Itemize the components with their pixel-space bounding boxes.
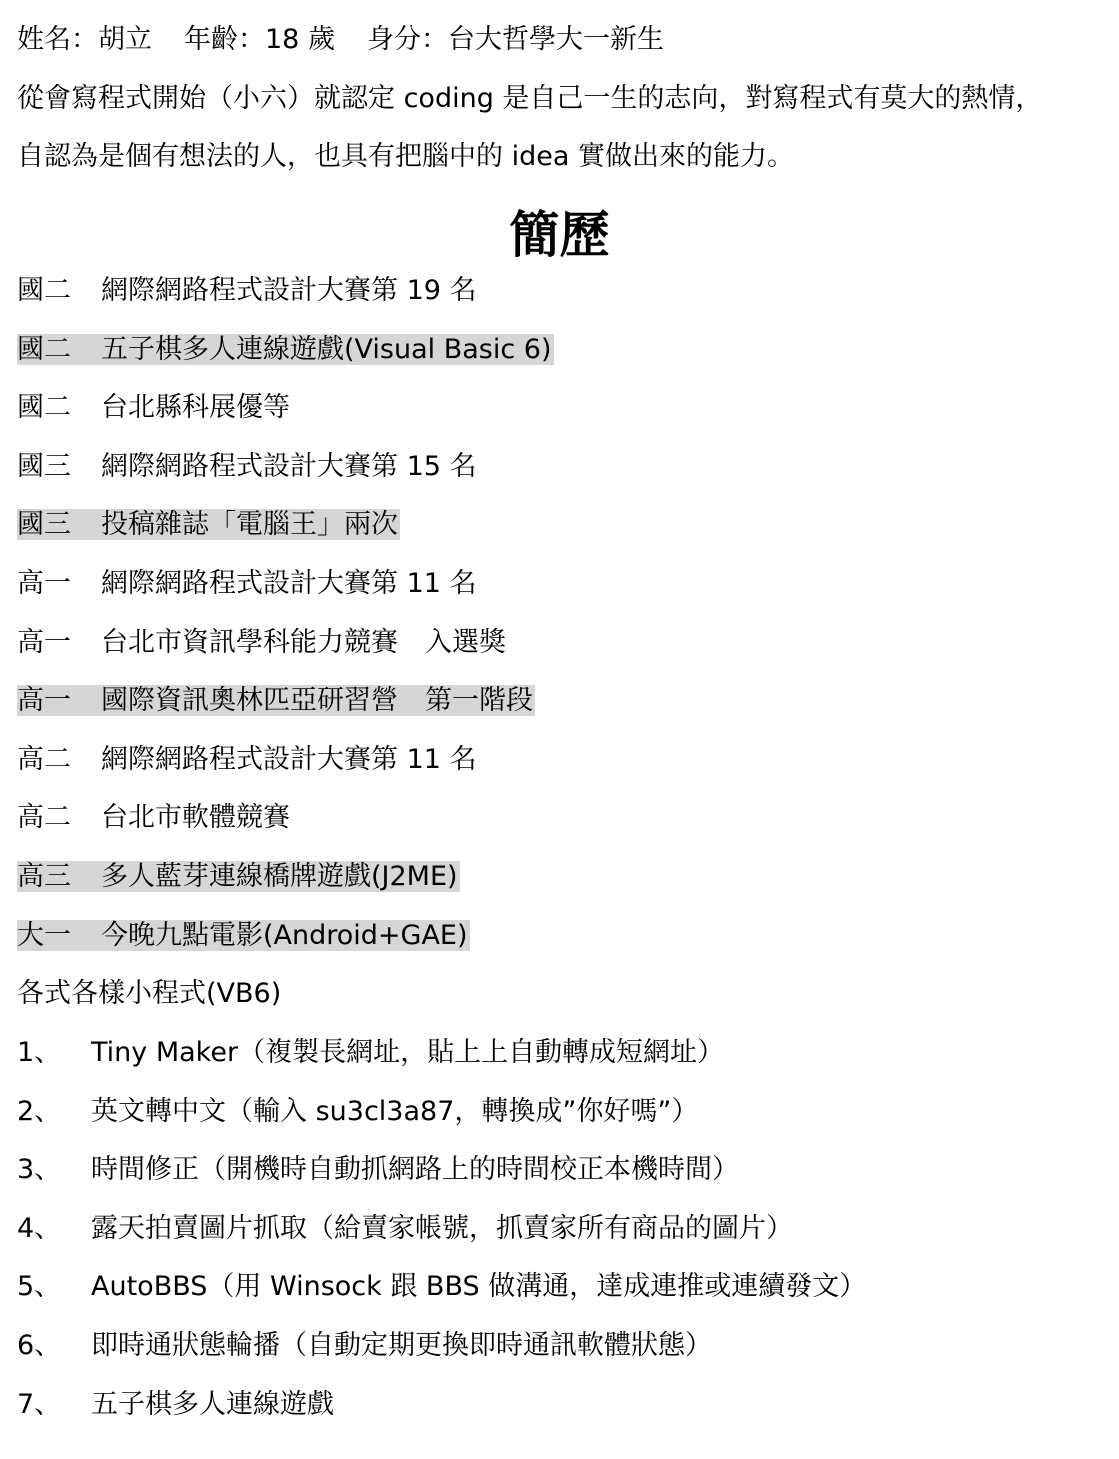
resume-item-text: 投稿雜誌「電腦王」兩次 — [101, 509, 398, 540]
programs-heading: 各式各樣小程式(VB6) — [17, 978, 282, 1009]
program-item-text: AutoBBS（用 Winsock 跟 BBS 做溝通，達成連推或連續發文） — [91, 1271, 867, 1302]
resume-item-text: 網際網路程式設計大賽第 15 名 — [101, 451, 477, 482]
resume-title: 簡歷 — [509, 206, 610, 264]
program-item-number: 6、 — [17, 1330, 62, 1361]
resume-item-content — [17, 275, 477, 306]
program-item-text: 五子棋多人連線遊戲 — [91, 1389, 334, 1420]
program-item-text: 時間修正（開機時自動抓網路上的時間校正本機時間） — [91, 1154, 739, 1185]
resume-item — [17, 271, 477, 311]
resume-item-highlighted — [17, 509, 400, 540]
resume-item-term: 國三 — [17, 451, 71, 482]
resume-item-text: 今晚九點電影(Android+GAE) — [101, 920, 468, 951]
resume-item — [17, 447, 477, 487]
resume-item — [17, 623, 506, 663]
resume-item-text: 五子棋多人連線遊戲(Visual Basic 6) — [101, 334, 552, 365]
profile-identity: 身分：台大哲學大一新生 — [366, 24, 664, 55]
intro-line-2: 自認為是個有想法的人，也具有把腦中的 idea 實做出來的能力。 — [17, 141, 794, 172]
resume-item — [17, 857, 460, 897]
resume-item — [17, 330, 554, 370]
resume-item-term: 高一 — [17, 627, 71, 658]
resume-item-text: 網際網路程式設計大賽第 19 名 — [101, 275, 477, 306]
program-item-text: 即時通狀態輪播（自動定期更換即時通訊軟體狀態） — [91, 1330, 712, 1361]
program-item — [17, 1267, 866, 1307]
intro-line-1: 從會寫程式開始（小六）就認定 coding 是自己一生的志向，對寫程式有莫大的熱情， — [17, 83, 1043, 114]
program-item — [17, 1209, 793, 1249]
profile-age: 年齡：18 歲 — [184, 24, 335, 55]
program-item-number: 2、 — [17, 1096, 62, 1127]
resume-item-term: 大一 — [17, 920, 71, 951]
resume-item-text: 網際網路程式設計大賽第 11 名 — [101, 744, 477, 775]
program-item-number: 4、 — [17, 1213, 62, 1244]
resume-item-content — [17, 568, 477, 599]
resume-item-term: 高二 — [17, 744, 71, 775]
resume-item-text: 網際網路程式設計大賽第 11 名 — [101, 568, 477, 599]
resume-item-content — [17, 744, 477, 775]
resume-item-term: 高一 — [17, 568, 71, 599]
profile-name: 姓名：胡立 — [17, 24, 152, 55]
profile-line — [17, 20, 664, 60]
resume-item-content — [17, 451, 477, 482]
program-item — [17, 1092, 698, 1132]
resume-item-text: 台北市軟體競賽 — [101, 802, 290, 833]
resume-item — [17, 564, 477, 604]
resume-item-highlighted — [17, 685, 535, 716]
resume-item-text: 多人藍芽連線橋牌遊戲(J2ME) — [101, 861, 458, 892]
resume-item-term: 國二 — [17, 334, 71, 365]
resume-item-content — [17, 627, 506, 658]
resume-item-content — [17, 392, 290, 423]
resume-item-term: 國三 — [17, 509, 71, 540]
program-item — [17, 1150, 739, 1190]
program-item-number: 5、 — [17, 1271, 62, 1302]
program-item — [17, 1385, 334, 1425]
program-item — [17, 1033, 724, 1073]
program-item-number: 7、 — [17, 1389, 62, 1420]
program-item-number: 3、 — [17, 1154, 62, 1185]
resume-item-term: 高三 — [17, 861, 71, 892]
program-item-number: 1、 — [17, 1037, 62, 1068]
resume-item-content — [17, 802, 290, 833]
program-item — [17, 1326, 712, 1366]
resume-item-highlighted — [17, 861, 460, 892]
resume-item-highlighted — [17, 920, 470, 951]
resume-item — [17, 740, 477, 780]
resume-item — [17, 505, 400, 545]
resume-item — [17, 388, 290, 428]
resume-item — [17, 916, 470, 956]
resume-item — [17, 798, 290, 838]
resume-item-term: 高二 — [17, 802, 71, 833]
resume-item-term: 高一 — [17, 685, 71, 716]
resume-item-text: 國際資訊奧林匹亞研習營 第一階段 — [101, 685, 533, 716]
resume-item-text: 台北市資訊學科能力競賽 入選獎 — [101, 627, 506, 658]
resume-item-term: 國二 — [17, 392, 71, 423]
resume-item-text: 台北縣科展優等 — [101, 392, 290, 423]
program-item-text: 英文轉中文（輸入 su3cl3a87，轉換成”你好嗎”） — [91, 1096, 699, 1127]
program-item-text: 露天拍賣圖片抓取（給賣家帳號，抓賣家所有商品的圖片） — [91, 1213, 793, 1244]
resume-item-highlighted — [17, 334, 554, 365]
resume-item — [17, 681, 535, 721]
program-item-text: Tiny Maker（複製長網址，貼上上自動轉成短網址） — [91, 1037, 725, 1068]
resume-item-term: 國二 — [17, 275, 71, 306]
